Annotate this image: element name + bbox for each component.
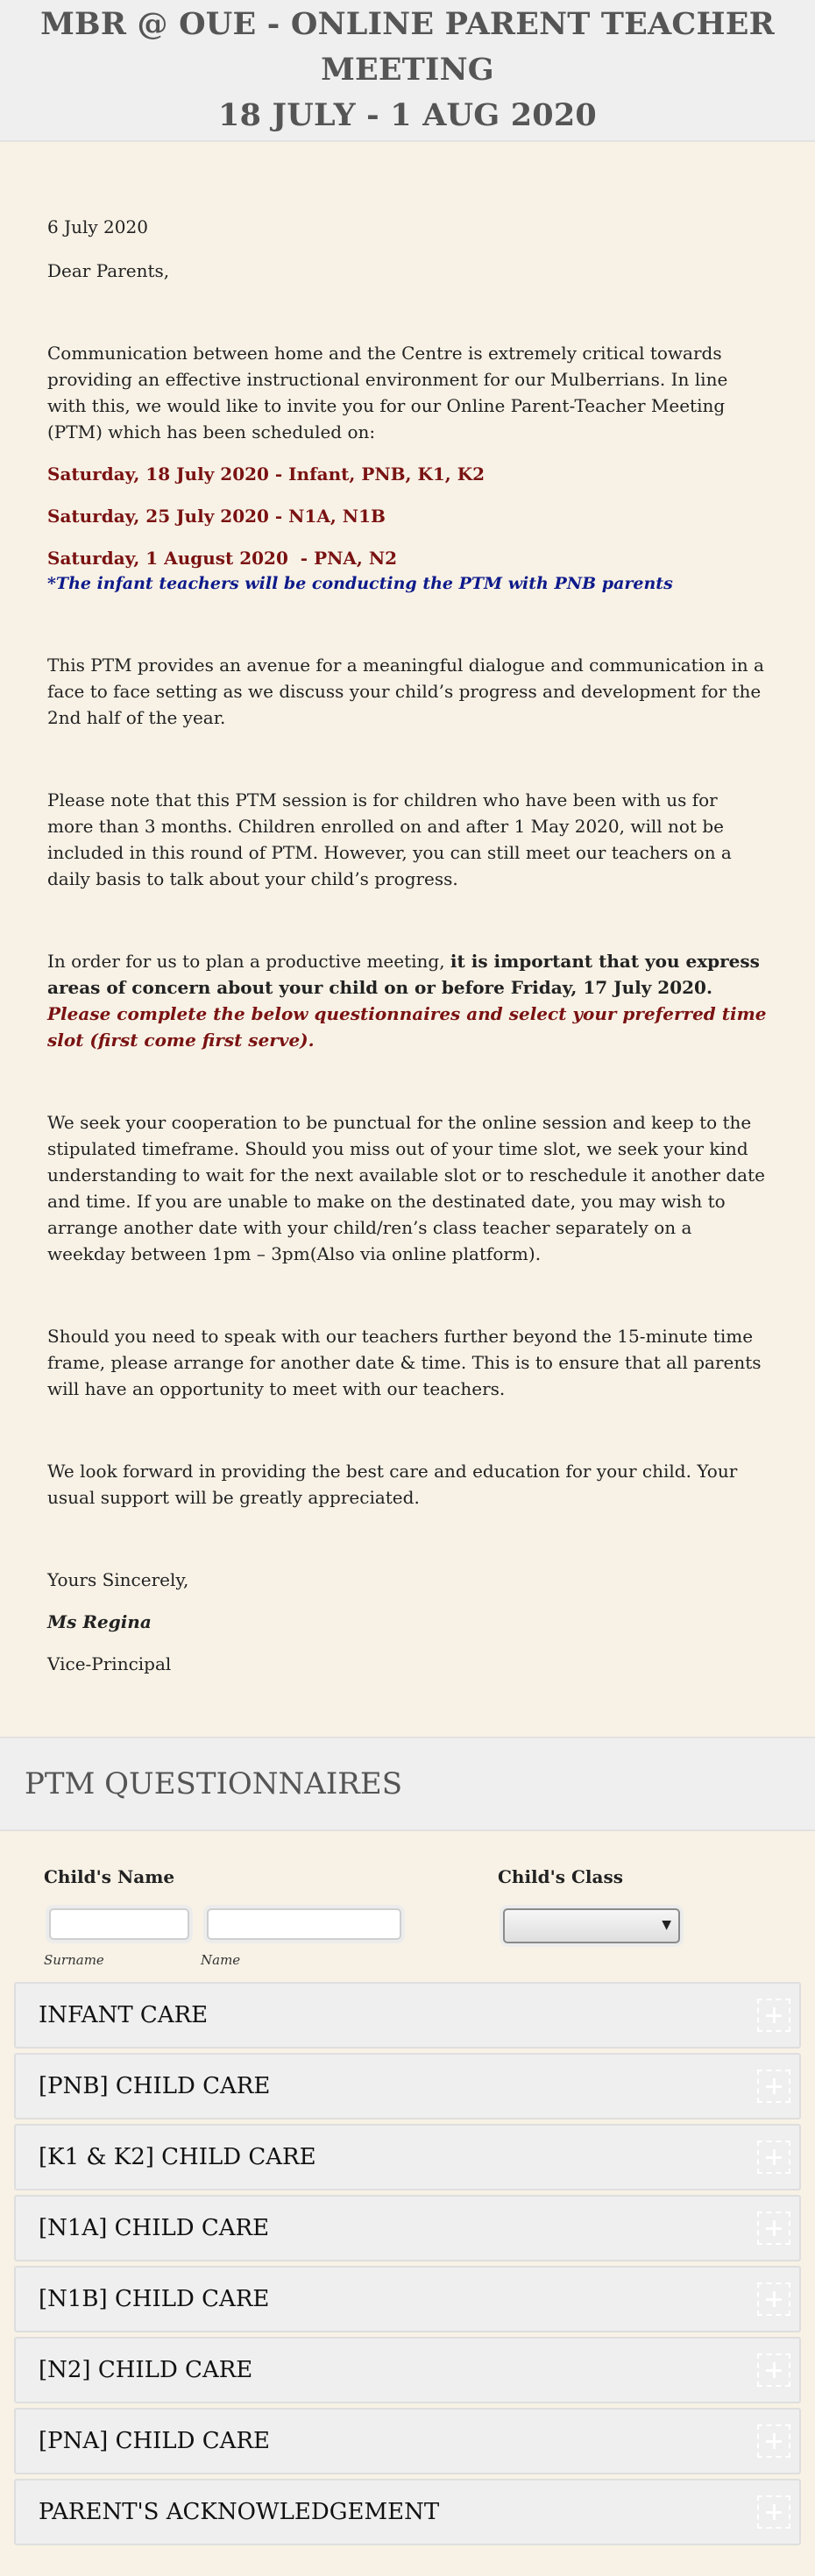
para-avenue: This PTM provides an avenue for a meaningful dialogue and communication in a face to face setting as we discuss your child’s progress and development for the 2nd half of the year. bbox=[47, 655, 764, 728]
letter-signer-title: Vice-Principal bbox=[47, 1653, 172, 1674]
para-punctual: We seek your cooperation to be punctual for the online session and keep to the stipulated timeframe. Should you miss out of your time slot, we seek your kind understanding to wait for the next available slot or to reschedule it another date and time. If you are unable to make on the destinated date, you may wish to arrange another date with your child/ren’s class teacher separately on a weekday between 1pm – 3pm(Also via online platform). bbox=[47, 1112, 765, 1264]
schedule-item-3: Saturday, 1 August 2020 - PNA, N2 bbox=[47, 548, 398, 569]
letter-closing: Yours Sincerely, bbox=[47, 1569, 189, 1590]
accordion-title: PARENT'S ACKNOWLEDGEMENT bbox=[39, 2499, 440, 2525]
page-title bbox=[0, 2, 815, 138]
letter-greeting: Dear Parents, bbox=[47, 260, 170, 281]
accordion-title: [N1B] CHILD CARE bbox=[39, 2286, 270, 2312]
accordion-k1-k2-child-care[interactable] bbox=[14, 2124, 801, 2190]
accordion-parents-acknowledgement[interactable] bbox=[14, 2479, 801, 2545]
questionnaire-accordion bbox=[0, 1982, 815, 2545]
questionnaire-header bbox=[0, 1737, 815, 1831]
chevron-down-icon: ▼ bbox=[662, 1918, 671, 1932]
page-title-line1: MBR @ OUE - ONLINE PARENT TEACHER MEETING bbox=[40, 6, 775, 88]
expand-plus-icon[interactable] bbox=[757, 2424, 790, 2458]
page-title-line2: 18 JULY - 1 AUG 2020 bbox=[218, 97, 597, 133]
para-order-red: Please complete the below questionnaires and select your preferred time slot (first come first serve). bbox=[47, 1003, 767, 1051]
accordion-n2-child-care[interactable] bbox=[14, 2337, 801, 2403]
para-order-bold: it is important that you express areas of concern about your child on or before Friday, 17 July 2020. bbox=[47, 951, 760, 998]
schedule-item-1: Saturday, 18 July 2020 - Infant, PNB, K1, K2 bbox=[47, 464, 485, 485]
child-class-select[interactable] bbox=[503, 1908, 680, 1943]
accordion-title: [K1 & K2] CHILD CARE bbox=[39, 2144, 316, 2170]
para-order-plain: In order for us to plan a productive meeting, bbox=[47, 951, 450, 972]
para-forward: We look forward in providing the best care and education for your child. Your usual support will be greatly appreciated. bbox=[47, 1461, 738, 1508]
expand-plus-icon[interactable] bbox=[757, 2212, 790, 2245]
expand-plus-icon[interactable] bbox=[757, 2070, 790, 2103]
accordion-title: [N2] CHILD CARE bbox=[39, 2357, 253, 2383]
accordion-title: [N1A] CHILD CARE bbox=[39, 2215, 270, 2241]
letter-body bbox=[0, 142, 815, 1737]
para-further: Should you need to speak with our teachers further beyond the 15-minute time frame, please arrange for another date & time. This is to ensure that all parents will have an opportunity to meet with our teachers. bbox=[47, 1326, 762, 1399]
expand-plus-icon[interactable] bbox=[757, 2495, 790, 2529]
accordion-title: INFANT CARE bbox=[39, 2002, 209, 2028]
surname-input[interactable] bbox=[49, 1908, 189, 1940]
expand-plus-icon[interactable] bbox=[757, 2282, 790, 2316]
surname-sublabel: Surname bbox=[44, 1952, 104, 1968]
letter-date: 6 July 2020 bbox=[47, 216, 148, 237]
name-input[interactable] bbox=[207, 1908, 401, 1940]
para-order bbox=[47, 948, 768, 1053]
page-header bbox=[0, 0, 815, 142]
accordion-pna-child-care[interactable] bbox=[14, 2408, 801, 2474]
child-info-form bbox=[0, 1831, 815, 1968]
letter-signer: Ms Regina bbox=[47, 1611, 152, 1632]
expand-plus-icon[interactable] bbox=[757, 2353, 790, 2387]
expand-plus-icon[interactable] bbox=[757, 2141, 790, 2174]
accordion-infant-care[interactable] bbox=[14, 1982, 801, 2049]
para-eligibility-note: Please note that this PTM session is for children who have been with us for more than 3 months. Children enrolled on and after 1 May 2020, will not be included in this round of PTM. However, you can still meet our teachers on a daily basis to talk about your child’s progress. bbox=[47, 789, 732, 889]
accordion-title: [PNB] CHILD CARE bbox=[39, 2073, 271, 2099]
schedule-item-2: Saturday, 25 July 2020 - N1A, N1B bbox=[47, 506, 386, 527]
accordion-pnb-child-care[interactable] bbox=[14, 2053, 801, 2120]
child-name-label: Child's Name bbox=[44, 1866, 175, 1887]
name-sublabel: Name bbox=[201, 1952, 241, 1968]
infant-note: *The infant teachers will be conducting the PTM with PNB parents bbox=[47, 574, 673, 593]
accordion-n1b-child-care[interactable] bbox=[14, 2266, 801, 2332]
accordion-n1a-child-care[interactable] bbox=[14, 2195, 801, 2261]
expand-plus-icon[interactable] bbox=[757, 1999, 790, 2032]
accordion-title: [PNA] CHILD CARE bbox=[39, 2428, 271, 2454]
letter-intro: Communication between home and the Centre is extremely critical towards providing an effective instructional environment for our Mulberrians. In line with this, we would like to invite you for our Online Parent-Teacher Meeting (PTM) which has been scheduled on: bbox=[47, 343, 728, 442]
questionnaire-title: PTM QUESTIONNAIRES bbox=[25, 1766, 402, 1801]
child-class-label: Child's Class bbox=[498, 1866, 623, 1887]
